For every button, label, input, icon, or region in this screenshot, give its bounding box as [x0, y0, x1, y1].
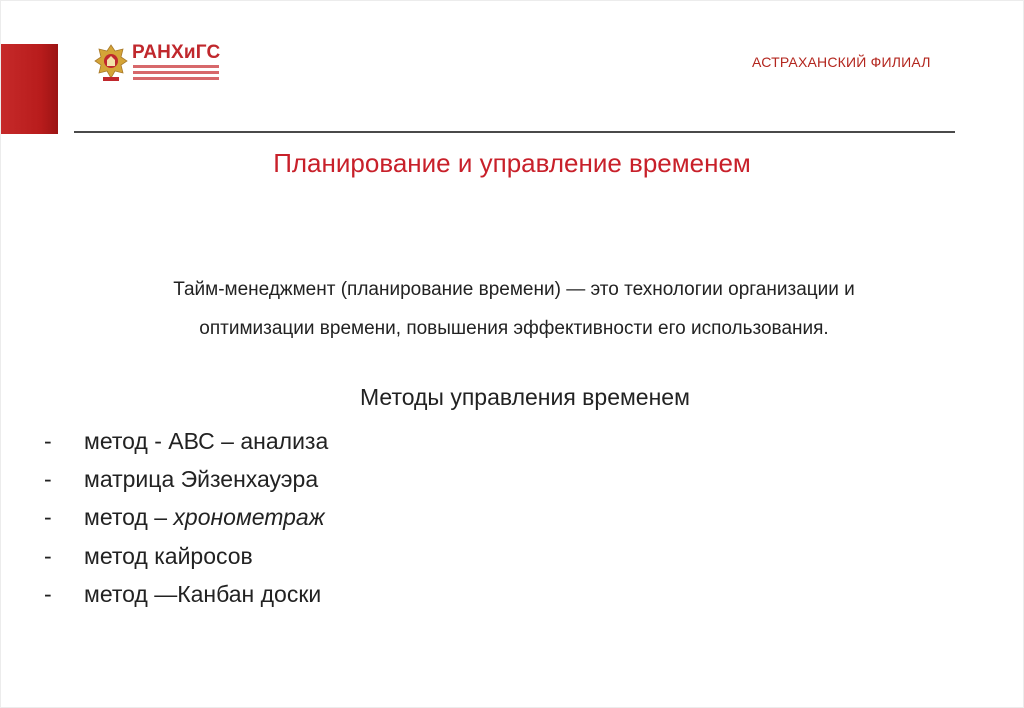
list-item-italic: хронометраж: [173, 504, 325, 531]
header-divider: [74, 131, 955, 133]
bullet-dash: -: [44, 580, 52, 607]
list-item: [44, 498, 328, 536]
bullet-dash: -: [44, 542, 52, 569]
bullet-dash: -: [44, 428, 52, 454]
list-item: [44, 422, 328, 460]
emblem-icon: [92, 42, 130, 84]
list-item: [44, 460, 328, 498]
definition-line-1: Тайм-менеджмент (планирование времени) — это технологии организации и: [173, 279, 855, 300]
branch-label: АСТРАХАНСКИЙ ФИЛИАЛ: [752, 54, 931, 70]
definition-line-2: оптимизации времени, повышения эффективности его использования.: [199, 318, 829, 339]
logo: [92, 42, 222, 86]
logo-subtitle-lines: [133, 65, 219, 83]
bullet-dash: -: [44, 504, 52, 531]
list-item-text: метод —Канбан доски: [84, 580, 322, 607]
slide-title: Планирование и управление временем: [273, 148, 751, 178]
accent-bar: [0, 44, 58, 134]
list-item-text: метод –: [84, 504, 174, 531]
bullet-dash: -: [44, 466, 52, 493]
definition-text: [60, 270, 968, 348]
methods-heading: Методы управления временем: [360, 384, 690, 410]
list-item-text: метод - АВС – анализа: [84, 428, 329, 454]
methods-list: [44, 422, 328, 613]
list-item: [44, 537, 328, 575]
logo-name: РАНХиГС: [132, 42, 221, 63]
list-item-text: матрица Эйзенхауэра: [84, 466, 319, 493]
list-item-text: метод кайросов: [84, 542, 253, 569]
list-item: [44, 575, 328, 613]
